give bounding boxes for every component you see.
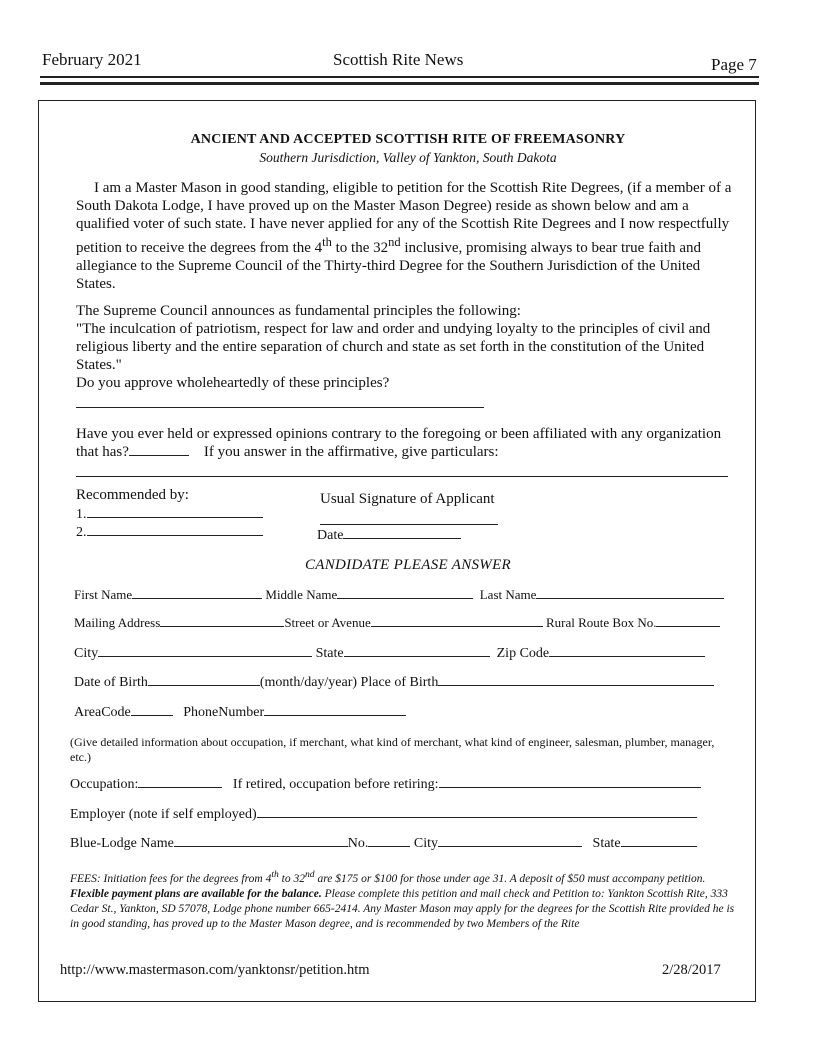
lodge-city-label: City [413, 836, 439, 851]
place-of-birth-field[interactable] [438, 673, 714, 686]
first-name-field[interactable] [132, 586, 262, 599]
street-field[interactable] [371, 614, 543, 627]
employer-field[interactable] [257, 805, 697, 818]
form-subtitle: Southern Jurisdiction, Valley of Yankton, South Dakota [259, 150, 557, 165]
mailing-address-label: Mailing Address [74, 615, 161, 630]
area-code-label: AreaCode [74, 705, 131, 720]
phone-label: PhoneNumber [183, 705, 265, 720]
principles-answer-line[interactable] [76, 407, 484, 408]
recommender-2-label: 2. [76, 525, 87, 540]
first-name-label: First Name [74, 587, 133, 602]
blue-lodge-field[interactable] [174, 834, 348, 847]
mailing-address-field[interactable] [160, 614, 284, 627]
rural-route-field[interactable] [656, 614, 720, 627]
zip-field[interactable] [549, 644, 705, 657]
dob-hint: (month/day/year) Place of Birth [259, 675, 439, 690]
city-label: City [74, 646, 99, 661]
fees-notice: FEES: Initiation fees for the degrees from 4th to 32nd are $175 or $100 for those under age 31. A deposit of $50 must accompany petition. Flexible payment plans are available for the balance. Please complete this petition and mail check and Petition to: Yankton Scottish Rite, 333 Cedar St., Yankton, SD 57078, Lodge phone number 665-2414. Any Master Mason may apply for the degrees for the Scottish Rite provided he is in good standing, has proved up to the Master Mason degree, and is recommended by two Members of the Rite [70, 869, 735, 930]
affiliation-answer-field[interactable] [129, 443, 189, 456]
area-code-field[interactable] [131, 703, 173, 716]
retired-occupation-field[interactable] [439, 775, 701, 788]
city-field[interactable] [98, 644, 312, 657]
date-label: Date [317, 528, 344, 543]
lodge-state-field[interactable] [621, 834, 697, 847]
date-field[interactable] [343, 526, 461, 539]
recommender-1-label: 1. [76, 507, 87, 522]
publication-title: Scottish Rite News [333, 50, 464, 69]
occupation-label: Occupation: [70, 777, 139, 792]
employer-label: Employer (note if self employed) [70, 807, 257, 822]
form-title: ANCIENT AND ACCEPTED SCOTTISH RITE OF FREEMASONRY [190, 132, 626, 147]
lodge-state-label: State [592, 836, 621, 851]
dob-label: Date of Birth [74, 675, 148, 690]
state-field[interactable] [344, 644, 490, 657]
blue-lodge-label: Blue-Lodge Name [70, 836, 174, 851]
lodge-no-field[interactable] [368, 834, 410, 847]
zip-label: Zip Code [496, 646, 550, 661]
signature-line[interactable] [320, 524, 498, 525]
petition-statement: I am a Master Mason in good standing, eligible to petition for the Scottish Rite Degrees, (if a member of a South Dakota Lodge, I have proved up on the Master Mason Degree) reside as shown below and am a qualified voter of such state. I have never applied for any of the Scottish Rite Degrees and I now respectfully petition to receive the degrees from the 4th to the 32nd inclusive, promising always to bear true faith and allegiance to the Supreme Council of the Thirty-third Degree for the Southern Jurisdiction of the United States. [76, 180, 732, 292]
last-name-label: Last Name [479, 587, 537, 602]
state-label: State [315, 646, 344, 661]
street-label: Street or Avenue [284, 615, 371, 630]
dob-field[interactable] [148, 673, 260, 686]
rural-route-label: Rural Route Box No. [545, 615, 657, 630]
recommender-1-field[interactable] [87, 505, 263, 518]
form-date: 2/28/2017 [662, 962, 721, 978]
recommender-2-field[interactable] [87, 523, 263, 536]
lodge-city-field[interactable] [438, 834, 582, 847]
issue-date: February 2021 [42, 50, 142, 69]
middle-name-label: Middle Name [265, 587, 338, 602]
last-name-field[interactable] [536, 586, 724, 599]
page-number: Page 7 [711, 55, 757, 74]
particulars-line[interactable] [76, 476, 728, 477]
occupation-note: (Give detailed information about occupation, if merchant, what kind of merchant, what kind of engineer, salesman, plumber, manager, etc.) [70, 735, 715, 764]
signature-label: Usual Signature of Applicant [320, 491, 495, 507]
affiliation-question: Have you ever held or expressed opinions contrary to the foregoing or been affiliated with any organization that has? If you answer in the affirmative, give particulars: [76, 426, 722, 460]
header-rule-double [40, 82, 759, 85]
middle-name-field[interactable] [337, 586, 473, 599]
header-rule [40, 76, 759, 78]
lodge-no-label: No. [347, 836, 369, 851]
occupation-field[interactable] [138, 775, 222, 788]
phone-field[interactable] [264, 703, 406, 716]
retired-label: If retired, occupation before retiring: [232, 777, 439, 792]
principles-statement: The Supreme Council announces as fundamental principles the following: "The inculcation of patriotism, respect for law and order and undying loyalty to the principles of civil and religious liberty and the entire separation of church and state as set forth in the constitution of the United States." Do you approve wholeheartedly of these principles? [76, 303, 711, 391]
petition-url: http://www.mastermason.com/yanktonsr/petition.htm [60, 962, 370, 978]
recommended-by-label: Recommended by: [76, 487, 189, 503]
candidate-heading: CANDIDATE PLEASE ANSWER [304, 557, 512, 573]
